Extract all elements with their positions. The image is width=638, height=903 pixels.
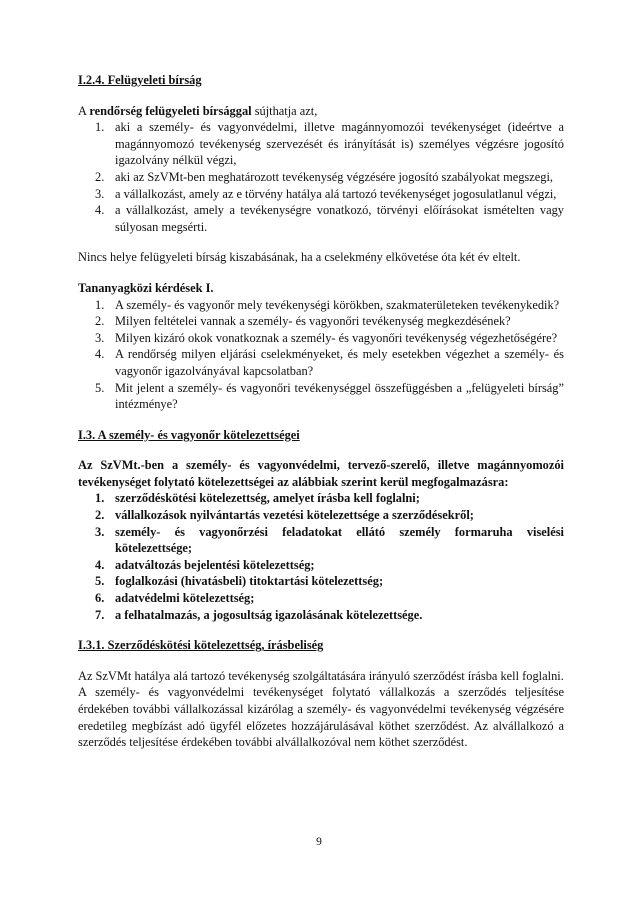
- list-text: A személy- és vagyonőr mely tevékenységi körökben, szakmaterületeken tevékenykedik?: [115, 297, 560, 312]
- list-item: [78, 186, 564, 203]
- list-number: 1.: [95, 297, 105, 312]
- list-number: 7.: [95, 607, 105, 622]
- list-text: aki a személy- és vagyonvédelmi, illetve magánnyomozói tevékenységet (ideértve a magánnyomozó tevékenység szervezését és irányítását is) személyes végzésre jogosító igazolvány nélkül végzi,: [115, 120, 564, 168]
- list-item: [78, 607, 564, 624]
- list-number: 2.: [95, 169, 105, 184]
- subcontracting-paragraph: A személy- és vagyonvédelmi tevékenységet folytató vállalkozás a szerződés teljesítése érdekében további vállalkozással kizárólag a személy- és vagyonvédelmi tevékenység végzésére eredetileg megbízást adó ügyfél előzetes hozzájárulásával köthet szerződést. Az alvállalkozó a szerződés teljesítése érdekében további alvállalkozóval nem köthet szerződést.: [78, 685, 564, 750]
- list-item: [78, 524, 564, 557]
- list-text: vállalkozások nyilvántartás vezetési kötelezettsége a szerződésekről;: [115, 508, 474, 523]
- list-text: a felhatalmazás, a jogosultság igazolásának kötelezettsége.: [115, 607, 423, 622]
- list-number: 5.: [95, 574, 105, 589]
- list-text: Mit jelent a személy- és vagyonőri tevékenységgel összefüggésben a „felügyeleti bírság” intézménye?: [115, 380, 564, 412]
- list-number: 3.: [95, 186, 105, 201]
- fine-conditions-list: [78, 119, 564, 235]
- list-item: [78, 313, 564, 330]
- list-number: 1.: [95, 120, 105, 135]
- list-item: [78, 380, 564, 413]
- list-number: 5.: [95, 380, 105, 395]
- list-item: [78, 346, 564, 379]
- list-item: [78, 169, 564, 186]
- list-text: Milyen kizáró okok vonatkoznak a személy- és vagyonőri tevékenység végezhetőségére?: [115, 330, 558, 345]
- list-item: [78, 330, 564, 347]
- review-questions-heading: Tananyagközi kérdések I.: [78, 280, 214, 295]
- document-page: [78, 72, 564, 765]
- intro-prefix: A: [78, 103, 90, 118]
- list-number: 4.: [95, 203, 105, 218]
- section-heading-kotelezettsegei: I.3. A személy- és vagyonőr kötelezettségei: [78, 427, 300, 442]
- written-contract-paragraph: Az SzVMt hatálya alá tartozó tevékenység szolgáltatására irányuló szerződést írásba kell foglalni.: [78, 668, 564, 683]
- list-text: személy- és vagyonőrzési feladatokat ellátó személy formaruha viselési kötelezettsége;: [115, 524, 564, 556]
- list-text: adatváltozás bejelentési kötelezettség;: [115, 557, 315, 572]
- list-item: [78, 119, 564, 169]
- list-text: A rendőrség milyen eljárási cselekményeket, és mely esetekben végezhet a személy- és vagyonőr igazolványával kapcsolatban?: [115, 347, 564, 378]
- list-text: adatvédelmi kötelezettség;: [115, 591, 255, 606]
- list-number: 6.: [95, 591, 105, 606]
- list-item: [78, 490, 564, 507]
- limitation-paragraph: Nincs helye felügyeleti bírság kiszabásának, ha a cselekmény elkövetése óta két év eltelt.: [78, 250, 521, 265]
- list-text: aki az SzVMt-ben meghatározott tevékenység végzésére jogosító szabályokat megszegi,: [115, 169, 553, 184]
- intro-suffix: sújthatja azt,: [251, 103, 318, 118]
- page-number: 9: [316, 836, 322, 848]
- review-questions-list: [78, 297, 564, 413]
- section-heading-szerzodeskotesi: I.3.1. Szerződéskötési kötelezettség, írásbeliség: [78, 638, 324, 653]
- intro-bold-term: rendőrség felügyeleti bírsággal: [89, 103, 252, 118]
- obligations-intro-paragraph: Az SzVMt.-ben a személy- és vagyonvédelmi, tervező-szerelő, illetve magánnyomozói tevékenységet folytató kötelezettségei az alábbiak szerint kerül megfogalmazásra:: [78, 458, 564, 489]
- list-number: 1.: [95, 491, 105, 506]
- list-item: [78, 202, 564, 235]
- list-item: [78, 507, 564, 524]
- intro-paragraph: [78, 103, 564, 120]
- list-number: 4.: [95, 347, 105, 362]
- list-item: [78, 573, 564, 590]
- obligations-list: [78, 490, 564, 623]
- list-text: a vállalkozást, amely az e törvény hatálya alá tartozó tevékenységet jogosulatlanul végzi,: [115, 186, 557, 201]
- list-number: 4.: [95, 557, 105, 572]
- list-item: [78, 297, 564, 314]
- section-heading-felugyeleti-birsag: I.2.4. Felügyeleti bírság: [78, 73, 202, 87]
- list-number: 3.: [95, 524, 105, 539]
- list-item: [78, 557, 564, 574]
- list-text: Milyen feltételei vannak a személy- és vagyonőri tevékenység megkezdésének?: [115, 314, 511, 329]
- list-number: 2.: [95, 508, 105, 523]
- list-item: [78, 590, 564, 607]
- list-number: 2.: [95, 314, 105, 329]
- list-number: 3.: [95, 330, 105, 345]
- list-text: szerződéskötési kötelezettség, amelyet írásba kell foglalni;: [115, 491, 420, 506]
- list-text: foglalkozási (hivatásbeli) titoktartási kötelezettség;: [115, 574, 384, 589]
- list-text: a vállalkozást, amely a tevékenységre vonatkozó, törvényi előírásokat ismételten vagy súlyosan megsérti.: [115, 203, 564, 234]
